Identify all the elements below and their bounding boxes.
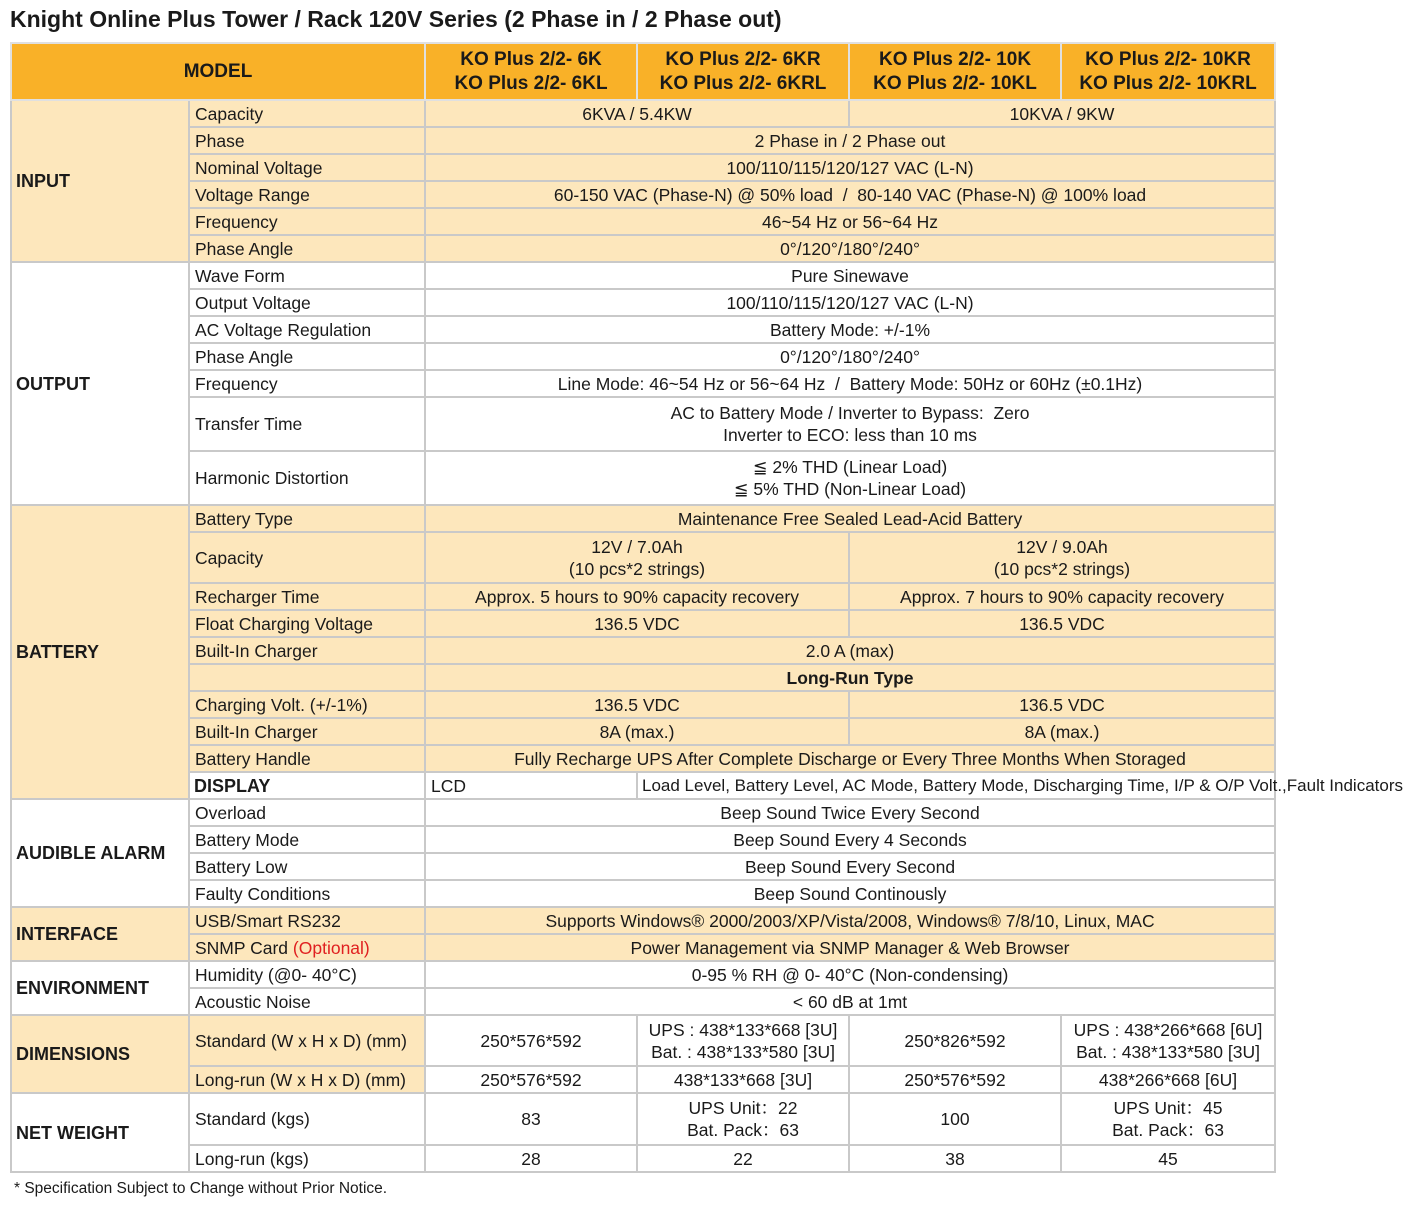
table-row (11, 718, 1275, 745)
table-row (11, 208, 1275, 235)
cell-value: UPS : 438*266*668 [6U] Bat. : 438*133*580 [3U] (1061, 1015, 1275, 1066)
row-label: Acoustic Noise (189, 988, 425, 1015)
table-row (11, 988, 1275, 1015)
row-label: Wave Form (189, 262, 425, 289)
table-row (11, 505, 1275, 532)
row-label: Battery Low (189, 853, 425, 880)
cell-value: UPS Unit：45 Bat. Pack：63 (1061, 1093, 1275, 1145)
table-row (11, 451, 1275, 505)
table-row (11, 745, 1275, 772)
cell-value: 438*133*668 [3U] (637, 1066, 849, 1093)
table-row (11, 610, 1275, 637)
cell-value: 83 (425, 1093, 637, 1145)
row-label: Charging Volt. (+/-1%) (189, 691, 425, 718)
table-row (11, 397, 1275, 451)
long-run-heading: Long-Run Type (425, 664, 1275, 691)
table-row (11, 154, 1275, 181)
table-row (11, 664, 1275, 691)
table-row (11, 100, 1275, 127)
cell-value: Beep Sound Continously (425, 880, 1275, 907)
cell-value: 100/110/115/120/127 VAC (L-N) (425, 154, 1275, 181)
row-label (189, 664, 425, 691)
cell-value: Approx. 7 hours to 90% capacity recovery (849, 583, 1275, 610)
cell-value: Line Mode: 46~54 Hz or 56~64 Hz / Battery Mode: 50Hz or 60Hz (±0.1Hz) (425, 370, 1275, 397)
row-label: Harmonic Distortion (189, 451, 425, 505)
table-row (11, 637, 1275, 664)
table-row (11, 1015, 1275, 1066)
model-col-4: KO Plus 2/2- 10KR KO Plus 2/2- 10KRL (1061, 43, 1275, 100)
row-label: Humidity (@0- 40°C) (189, 961, 425, 988)
cell-value: UPS Unit：22 Bat. Pack：63 (637, 1093, 849, 1145)
category-input: INPUT (11, 100, 189, 262)
row-label: Output Voltage (189, 289, 425, 316)
model-col-2: KO Plus 2/2- 6KR KO Plus 2/2- 6KRL (637, 43, 849, 100)
table-row (11, 799, 1275, 826)
table-row (11, 1145, 1275, 1172)
row-label: Faulty Conditions (189, 880, 425, 907)
category-weight: NET WEIGHT (11, 1093, 189, 1172)
cell-value: 100/110/115/120/127 VAC (L-N) (425, 289, 1275, 316)
cell-value: 250*826*592 (849, 1015, 1061, 1066)
row-label: Built-In Charger (189, 637, 425, 664)
table-row (11, 907, 1275, 934)
cell-value: 8A (max.) (849, 718, 1275, 745)
footnote: * Specification Subject to Change without Prior Notice. (14, 1180, 388, 1197)
row-label: Float Charging Voltage (189, 610, 425, 637)
table-row (11, 583, 1275, 610)
category-alarm: AUDIBLE ALARM (11, 799, 189, 907)
page-title: Knight Online Plus Tower / Rack 120V Series (2 Phase in / 2 Phase out) (10, 6, 782, 32)
row-label: Transfer Time (189, 397, 425, 451)
table-row (11, 181, 1275, 208)
category-dimensions: DIMENSIONS (11, 1015, 189, 1093)
table-row (11, 370, 1275, 397)
cell-value: ≦ 2% THD (Linear Load) ≦ 5% THD (Non-Linear Load) (425, 451, 1275, 505)
cell-value: Beep Sound Every Second (425, 853, 1275, 880)
row-label: Phase (189, 127, 425, 154)
cell-value: 136.5 VDC (849, 610, 1275, 637)
row-label: USB/Smart RS232 (189, 907, 425, 934)
cell-value: 250*576*592 (425, 1066, 637, 1093)
optional-tag: (Optional) (292, 937, 370, 958)
cell-value: 12V / 7.0Ah (10 pcs*2 strings) (425, 532, 849, 583)
cell-value: 136.5 VDC (425, 691, 849, 718)
cell-value: 2.0 A (max) (425, 637, 1275, 664)
cell-value: AC to Battery Mode / Inverter to Bypass: Zero Inverter to ECO: less than 10 ms (425, 397, 1275, 451)
cell-value: Supports Windows® 2000/2003/XP/Vista/2008, Windows® 7/8/10, Linux, MAC (425, 907, 1275, 934)
row-label: Battery Type (189, 505, 425, 532)
cell-value: 45 (1061, 1145, 1275, 1172)
cell-value: 38 (849, 1145, 1061, 1172)
cell-value: 46~54 Hz or 56~64 Hz (425, 208, 1275, 235)
table-row (11, 127, 1275, 154)
table-row (11, 772, 1275, 799)
table-row (11, 934, 1275, 961)
cell-value: Maintenance Free Sealed Lead-Acid Battery (425, 505, 1275, 532)
cell-value: 12V / 9.0Ah (10 pcs*2 strings) (849, 532, 1275, 583)
category-display: DISPLAY (189, 772, 425, 799)
table-row (11, 880, 1275, 907)
row-label: SNMP Card (Optional) (189, 934, 425, 961)
category-output: OUTPUT (11, 262, 189, 505)
table-row (11, 1093, 1275, 1145)
row-label: Overload (189, 799, 425, 826)
row-label: Long-run (W x H x D) (mm) (189, 1066, 425, 1093)
category-battery: BATTERY (11, 505, 189, 799)
table-row (11, 691, 1275, 718)
cell-value: 100 (849, 1093, 1061, 1145)
row-label: Long-run (kgs) (189, 1145, 425, 1172)
table-row (11, 961, 1275, 988)
cell-value: 136.5 VDC (849, 691, 1275, 718)
row-label: Capacity (189, 100, 425, 127)
cell-value: UPS : 438*133*668 [3U] Bat. : 438*133*580 [3U] (637, 1015, 849, 1066)
table-row (11, 289, 1275, 316)
cell-value: 10KVA / 9KW (849, 100, 1275, 127)
cell-value: 250*576*592 (425, 1015, 637, 1066)
cell-value: 8A (max.) (425, 718, 849, 745)
table-row (11, 532, 1275, 583)
cell-value: 60-150 VAC (Phase-N) @ 50% load / 80-140 VAC (Phase-N) @ 100% load (425, 181, 1275, 208)
cell-value: Pure Sinewave (425, 262, 1275, 289)
row-label: LCD (425, 772, 637, 799)
category-environment: ENVIRONMENT (11, 961, 189, 1015)
table-row (11, 343, 1275, 370)
table-row (11, 316, 1275, 343)
cell-value: 250*576*592 (849, 1066, 1061, 1093)
row-label: Recharger Time (189, 583, 425, 610)
cell-value: 6KVA / 5.4KW (425, 100, 849, 127)
cell-value: 28 (425, 1145, 637, 1172)
cell-value: 438*266*668 [6U] (1061, 1066, 1275, 1093)
cell-value: Beep Sound Twice Every Second (425, 799, 1275, 826)
row-label: Phase Angle (189, 343, 425, 370)
row-label: Battery Mode (189, 826, 425, 853)
row-label: Frequency (189, 370, 425, 397)
row-label: Built-In Charger (189, 718, 425, 745)
cell-value: Load Level, Battery Level, AC Mode, Battery Mode, Discharging Time, I/P & O/P Volt.,Fault Indicators (637, 772, 1275, 799)
cell-value: Approx. 5 hours to 90% capacity recovery (425, 583, 849, 610)
row-label: Nominal Voltage (189, 154, 425, 181)
row-label: Standard (kgs) (189, 1093, 425, 1145)
model-col-3: KO Plus 2/2- 10K KO Plus 2/2- 10KL (849, 43, 1061, 100)
cell-value: 0°/120°/180°/240° (425, 343, 1275, 370)
row-label: Phase Angle (189, 235, 425, 262)
model-col-1: KO Plus 2/2- 6K KO Plus 2/2- 6KL (425, 43, 637, 100)
cell-value: Fully Recharge UPS After Complete Discharge or Every Three Months When Storaged (425, 745, 1275, 772)
category-interface: INTERFACE (11, 907, 189, 961)
cell-value: Beep Sound Every 4 Seconds (425, 826, 1275, 853)
cell-value: Power Management via SNMP Manager & Web Browser (425, 934, 1275, 961)
table-row (11, 262, 1275, 289)
row-label: Voltage Range (189, 181, 425, 208)
cell-value: 0°/120°/180°/240° (425, 235, 1275, 262)
table-row (11, 826, 1275, 853)
table-row (11, 853, 1275, 880)
table-row (11, 235, 1275, 262)
spec-table (10, 42, 1403, 1173)
cell-value: 0-95 % RH @ 0- 40°C (Non-condensing) (425, 961, 1275, 988)
cell-value: 2 Phase in / 2 Phase out (425, 127, 1275, 154)
cell-value: 136.5 VDC (425, 610, 849, 637)
cell-value: Battery Mode: +/-1% (425, 316, 1275, 343)
row-label: Battery Handle (189, 745, 425, 772)
header-row (11, 43, 1275, 100)
model-label: MODEL (11, 43, 425, 100)
row-label: Standard (W x H x D) (mm) (189, 1015, 425, 1066)
cell-value: < 60 dB at 1mt (425, 988, 1275, 1015)
row-label: Frequency (189, 208, 425, 235)
row-label: AC Voltage Regulation (189, 316, 425, 343)
table-row (11, 1066, 1275, 1093)
row-label: Capacity (189, 532, 425, 583)
cell-value: 22 (637, 1145, 849, 1172)
